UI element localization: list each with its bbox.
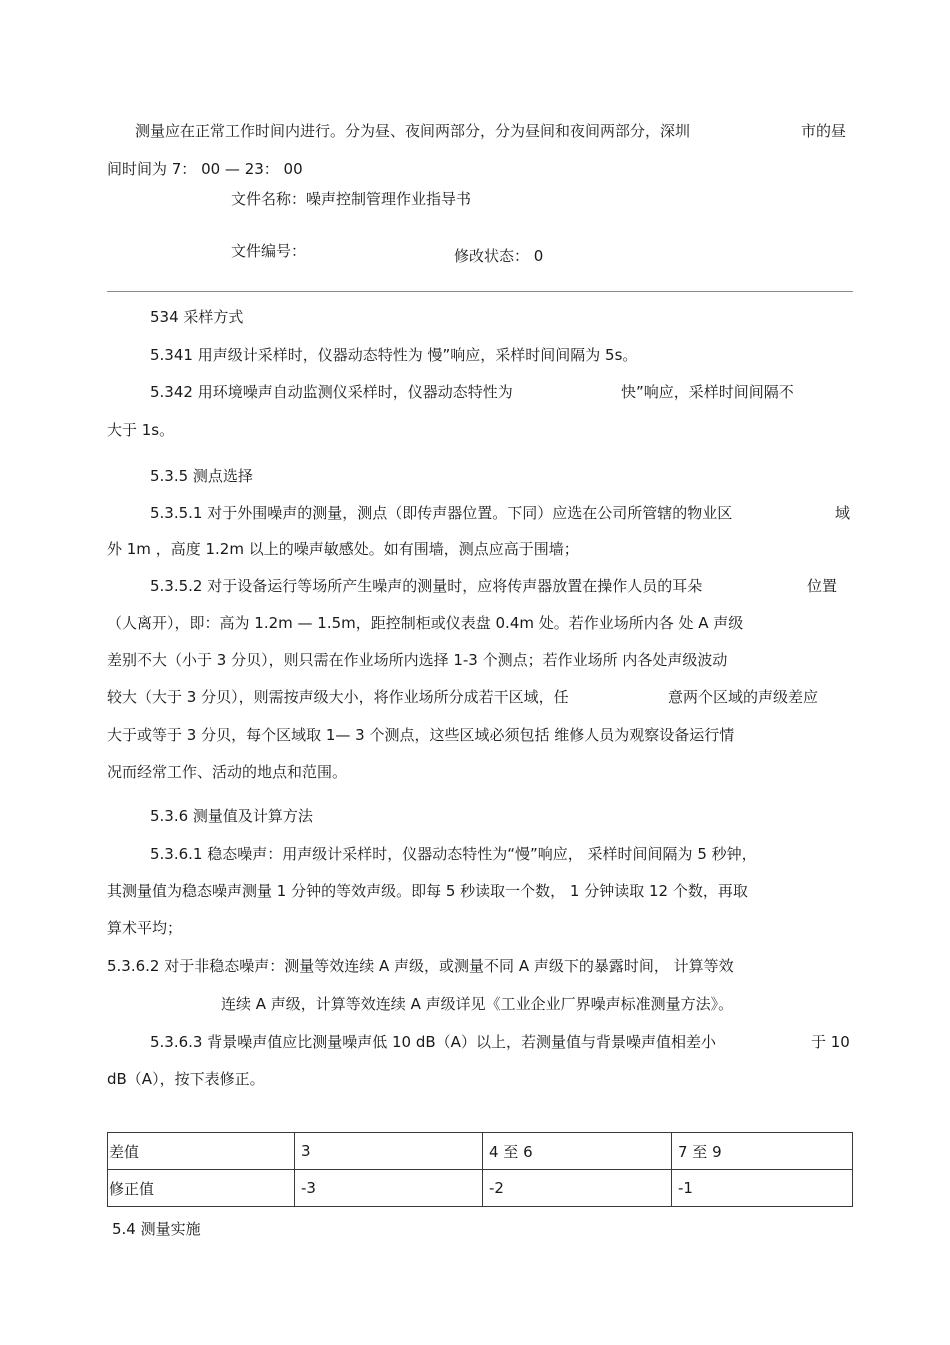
para-5352-line-2: （人离开），即：高为 1.2m — 1.5m，距控制柜或仪表盘 0.4m 处。若作业场所内各 处 A 声级 <box>107 614 744 632</box>
para-5351-line-1-tail: 域 <box>835 504 851 522</box>
section-534-heading: 534 采样方式 <box>150 308 244 326</box>
section-536-heading: 5.3.6 测量值及计算方法 <box>150 807 313 825</box>
table-cell: 4 至 6 <box>483 1133 672 1170</box>
para-5341: 5.341 用声级计采样时，仪器动态特性为 慢”响应，采样时间间隔为 5s。 <box>150 346 638 364</box>
para-5363-line-1-tail: 于 10 <box>811 1033 850 1051</box>
para-5352-line-4-tail: 意两个区域的声级差应 <box>668 688 819 706</box>
para-5361-line-3: 算术平均； <box>107 919 183 937</box>
intro-line-1: 测量应在正常工作时间内进行。分为昼、夜间两部分，分为昼间和夜间两部分，深圳 <box>135 122 691 140</box>
para-5361-line-1: 5.3.6.1 稳态噪声：用声级计采样时，仪器动态特性为“慢”响应， 采样时间间隔为 5 秒钟， <box>150 845 757 863</box>
file-number: 文件编号： <box>231 242 307 260</box>
table-cell: -1 <box>672 1170 853 1207</box>
para-5352-line-5: 大于或等于 3 分贝，每个区域取 1— 3 个测点，这些区域必须包括 维修人员为观察设备运行情 <box>107 726 735 744</box>
para-5352-line-4: 较大（大于 3 分贝），则需按声级大小，将作业场所分成若干区域，任 <box>107 688 569 706</box>
revision-status: 修改状态： 0 <box>454 247 544 265</box>
para-5361-line-2: 其测量值为稳态噪声测量 1 分钟的等效声级。即每 5 秒读取一个数， 1 分钟读取 12 个数，再取 <box>107 882 748 900</box>
table-cell: 7 至 9 <box>672 1133 853 1170</box>
table-cell: 修正值 <box>108 1170 295 1207</box>
intro-line-2: 间时间为 7： 00 — 23： 00 <box>107 160 303 178</box>
table-cell: 差值 <box>108 1133 295 1170</box>
para-5342-tail: 快”响应，采样时间间隔不 <box>621 383 794 401</box>
para-5363-line-1: 5.3.6.3 背景噪声值应比测量噪声低 10 dB（A）以上，若测量值与背景噪声值相差小 <box>150 1033 716 1051</box>
para-5352-line-3: 差别不大（小于 3 分贝），则只需在作业场所内选择 1-3 个测点；若作业场所 内各处声级波动 <box>107 651 728 669</box>
intro-line-1-tail: 市的昼 <box>801 122 847 140</box>
para-5352-line-6: 况而经常工作、活动的地点和范围。 <box>107 763 348 781</box>
para-5342-cont: 大于 1s。 <box>107 421 175 439</box>
table-cell: -2 <box>483 1170 672 1207</box>
para-5351-line-1: 5.3.5.1 对于外围噪声的测量，测点（即传声器位置。下同）应选在公司所管辖的物业区 <box>150 504 733 522</box>
table-cell: 3 <box>295 1133 483 1170</box>
para-5363-line-2: dB（A），按下表修正。 <box>107 1070 265 1088</box>
para-5362-line-1: 5.3.6.2 对于非稳态噪声：测量等效连续 A 声级，或测量不同 A 声级下的暴露时间， 计算等效 <box>107 957 734 975</box>
table-row <box>108 1170 853 1207</box>
para-5362-line-2: 连续 A 声级，计算等效连续 A 声级详见《工业企业厂界噪声标准测量方法》。 <box>221 995 734 1013</box>
para-5352-line-1-tail: 位置 <box>807 577 838 595</box>
section-54-heading: 5.4 测量实施 <box>112 1220 201 1238</box>
section-535-heading: 5.3.5 测点选择 <box>150 467 253 485</box>
para-5352-line-1: 5.3.5.2 对于设备运行等场所产生噪声的测量时，应将传声器放置在操作人员的耳朵 <box>150 577 703 595</box>
correction-table <box>107 1132 853 1207</box>
header-divider <box>107 291 853 292</box>
table-row <box>108 1133 853 1170</box>
file-name: 文件名称：噪声控制管理作业指导书 <box>231 190 472 208</box>
table-cell: -3 <box>295 1170 483 1207</box>
para-5342: 5.342 用环境噪声自动监测仪采样时，仪器动态特性为 <box>150 383 513 401</box>
para-5351-line-2: 外 1m ，高度 1.2m 以上的噪声敏感处。如有围墙，测点应高于围墙； <box>107 540 579 558</box>
